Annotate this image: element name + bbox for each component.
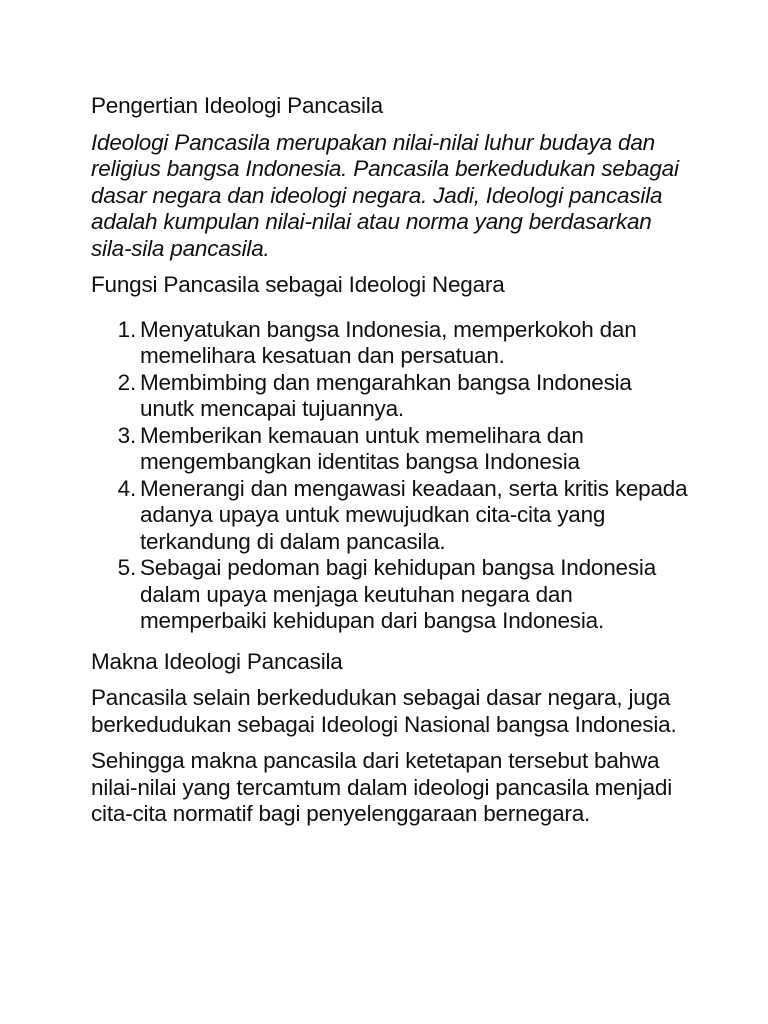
list-item — [105, 317, 691, 370]
heading-makna: Makna Ideologi Pancasila — [91, 648, 343, 674]
list-text: Membimbing dan mengarahkan bangsa Indonesia unutk mencapai tujuannya. — [140, 369, 632, 421]
list-item — [105, 555, 691, 635]
makna-paragraph-1: Pancasila selain berkedudukan sebagai dasar negara, juga berkedudukan sebagai Ideologi Nasional bangsa Indonesia. — [91, 685, 677, 737]
list-item — [105, 423, 691, 476]
definition-paragraph: Ideologi Pancasila merupakan nilai-nilai luhur budaya dan religius bangsa Indonesia. Pancasila berkedudukan sebagai dasar negara dan ideologi negara. Jadi, Ideologi pancasila adalah kumpulan nilai-nilai atau norma yang berdasarkan sila-sila pancasila. — [91, 129, 679, 261]
list-text: Memberikan kemauan untuk memelihara dan mengembangkan identitas bangsa Indonesia — [140, 422, 584, 474]
list-item — [105, 476, 691, 556]
list-item — [105, 370, 691, 423]
list-number: 3. — [117, 422, 136, 448]
document-page — [91, 93, 691, 838]
list-number: 5. — [117, 555, 136, 580]
list-text: Menyatukan bangsa Indonesia, memperkokoh dan memelihara kesatuan dan persatuan. — [140, 316, 637, 368]
list-number: 1. — [117, 316, 136, 342]
list-text: Menerangi dan mengawasi keadaan, serta kritis kepada adanya upaya untuk mewujudkan cita-cita yang terkandung di dalam pancasila. — [140, 475, 688, 554]
list-number: 4. — [117, 475, 136, 501]
fungsi-list — [91, 317, 691, 635]
heading-pengertian: Pengertian Ideologi Pancasila — [91, 93, 383, 118]
list-text: Sebagai pedoman bagi kehidupan bangsa Indonesia dalam upaya menjaga keutuhan negara dan memperbaiki kehidupan dari bangsa Indonesia. — [140, 555, 657, 633]
list-number: 2. — [117, 369, 136, 395]
heading-fungsi: Fungsi Pancasila sebagai Ideologi Negara — [91, 272, 505, 297]
makna-paragraph-2: Sehingga makna pancasila dari ketetapan tersebut bahwa nilai-nilai yang tercamtum dalam ideologi pancasila menjadi cita-cita normatif bagi penyelenggaraan bernegara. — [91, 748, 673, 826]
